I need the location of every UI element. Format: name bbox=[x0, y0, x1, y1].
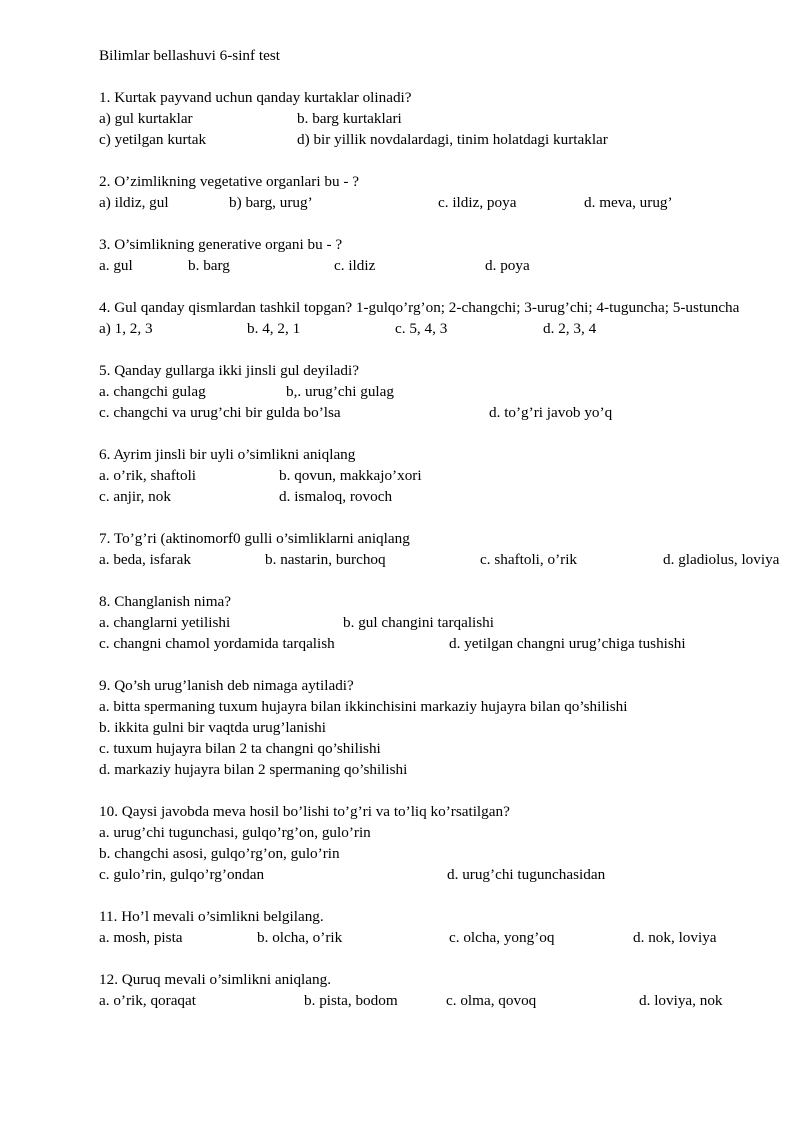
question-block bbox=[88, 234, 768, 276]
option-row bbox=[88, 108, 768, 129]
option-item[interactable]: a. urug’chi tugunchasi, gulqo’rg’on, gulo’rin bbox=[99, 824, 371, 841]
option-item[interactable]: d. gladiolus, loviya bbox=[663, 551, 780, 568]
question-prompt: 12. Quruq mevali o’simlikni aniqlang. bbox=[99, 971, 332, 988]
option-item[interactable]: d. loviya, nok bbox=[639, 992, 723, 1009]
question-prompt: 6. Ayrim jinsli bir uyli o’simlikni aniqlang bbox=[99, 446, 356, 463]
question-block bbox=[88, 801, 768, 885]
option-item[interactable]: b. qovun, makkajo’xori bbox=[279, 467, 422, 484]
option-item[interactable]: c. olma, qovoq bbox=[446, 992, 537, 1009]
question-block bbox=[88, 87, 768, 150]
option-item[interactable]: c. ildiz bbox=[334, 257, 376, 274]
option-item[interactable]: c. changchi va urug’chi bir gulda bo’lsa bbox=[99, 404, 341, 421]
question-block bbox=[88, 360, 768, 423]
option-item[interactable]: d. urug’chi tugunchasidan bbox=[447, 866, 606, 883]
option-item[interactable]: a. beda, isfarak bbox=[99, 551, 191, 568]
question-prompt: 7. To’g’ri (aktinomorf0 gulli o’simliklarni aniqlang bbox=[99, 530, 410, 547]
option-item[interactable]: d. nok, loviya bbox=[633, 929, 717, 946]
question-block bbox=[88, 444, 768, 507]
option-item[interactable]: a. changchi gulag bbox=[99, 383, 206, 400]
option-row bbox=[88, 402, 768, 423]
option-item[interactable]: c. olcha, yong’oq bbox=[449, 929, 555, 946]
option-row bbox=[88, 192, 768, 213]
option-row bbox=[88, 129, 768, 150]
option-item[interactable]: a. o’rik, qoraqat bbox=[99, 992, 196, 1009]
question-prompt: 11. Ho’l mevali o’simlikni belgilang. bbox=[99, 908, 324, 925]
document-body bbox=[88, 45, 780, 1011]
option-row bbox=[88, 318, 768, 339]
option-item[interactable]: a. changlarni yetilishi bbox=[99, 614, 231, 631]
spacer bbox=[88, 66, 768, 87]
question-prompt: 3. O’simlikning generative organi bu - ? bbox=[99, 236, 343, 253]
question-list bbox=[88, 87, 780, 1011]
option-item[interactable]: b. 4, 2, 1 bbox=[247, 320, 301, 337]
question-block bbox=[88, 528, 780, 570]
spacer bbox=[88, 213, 768, 234]
option-item[interactable]: d) bir yillik novdalardagi, tinim holatdagi kurtaklar bbox=[297, 131, 608, 148]
option-row bbox=[88, 486, 768, 507]
option-item[interactable]: d. markaziy hujayra bilan 2 spermaning qo’shilishi bbox=[99, 761, 408, 778]
option-row bbox=[88, 864, 768, 885]
spacer bbox=[88, 507, 768, 528]
spacer bbox=[88, 780, 768, 801]
option-item[interactable]: b. barg kurtaklari bbox=[297, 110, 402, 127]
option-item[interactable]: b. nastarin, burchoq bbox=[265, 551, 386, 568]
option-row bbox=[88, 465, 768, 486]
option-item[interactable]: c. shaftoli, o’rik bbox=[480, 551, 578, 568]
option-item[interactable]: b. pista, bodom bbox=[304, 992, 398, 1009]
option-item[interactable]: a. mosh, pista bbox=[99, 929, 183, 946]
question-block bbox=[88, 297, 768, 339]
question-prompt: 5. Qanday gullarga ikki jinsli gul deyiladi? bbox=[99, 362, 359, 379]
option-item[interactable]: d. poya bbox=[485, 257, 530, 274]
question-block bbox=[88, 906, 768, 948]
option-item[interactable]: c. 5, 4, 3 bbox=[395, 320, 448, 337]
option-item[interactable]: b. olcha, o’rik bbox=[257, 929, 343, 946]
spacer bbox=[88, 339, 768, 360]
option-item[interactable]: a) ildiz, gul bbox=[99, 194, 169, 211]
option-row bbox=[88, 990, 768, 1011]
option-item[interactable]: a. o’rik, shaftoli bbox=[99, 467, 197, 484]
question-prompt: 1. Kurtak payvand uchun qanday kurtaklar olinadi? bbox=[99, 89, 412, 106]
document-title: Bilimlar bellashuvi 6-sinf test bbox=[99, 47, 280, 64]
option-item[interactable]: c. ildiz, poya bbox=[438, 194, 517, 211]
option-item[interactable]: c. anjir, nok bbox=[99, 488, 171, 505]
option-item[interactable]: a. bitta spermaning tuxum hujayra bilan ikkinchisini markaziy hujayra bilan qo’shilishi bbox=[99, 698, 628, 715]
option-item[interactable]: b. changchi asosi, gulqo’rg’on, gulo’rin bbox=[99, 845, 340, 862]
spacer bbox=[88, 570, 768, 591]
option-item[interactable]: c. tuxum hujayra bilan 2 ta changni qo’shilishi bbox=[99, 740, 381, 757]
spacer bbox=[88, 423, 768, 444]
question-prompt: 2. O’zimlikning vegetative organlari bu - ? bbox=[99, 173, 359, 190]
option-item[interactable]: b. barg bbox=[188, 257, 230, 274]
option-item[interactable]: b,. urug’chi gulag bbox=[286, 383, 394, 400]
option-item[interactable]: a. gul bbox=[99, 257, 133, 274]
option-row bbox=[88, 381, 768, 402]
option-item[interactable]: d. to’g’ri javob yo’q bbox=[489, 404, 613, 421]
spacer bbox=[88, 948, 768, 969]
spacer bbox=[88, 885, 768, 906]
question-prompt: 8. Changlanish nima? bbox=[99, 593, 232, 610]
question-block bbox=[88, 675, 768, 780]
question-block bbox=[88, 591, 768, 654]
spacer bbox=[88, 276, 768, 297]
option-row bbox=[88, 255, 768, 276]
option-item[interactable]: a) gul kurtaklar bbox=[99, 110, 193, 127]
spacer bbox=[88, 150, 768, 171]
option-row bbox=[88, 549, 780, 570]
question-prompt: 9. Qo’sh urug’lanish deb nimaga aytiladi? bbox=[99, 677, 354, 694]
question-prompt: 10. Qaysi javobda meva hosil bo’lishi to’g’ri va to’liq ko’rsatilgan? bbox=[99, 803, 510, 820]
question-prompt: 4. Gul qanday qismlardan tashkil topgan? 1-gulqo’rg’on; 2-changchi; 3-urug’chi; 4-tuguncha; 5-ustuncha bbox=[99, 299, 740, 316]
option-row bbox=[88, 633, 768, 654]
option-item[interactable]: d. meva, urug’ bbox=[584, 194, 673, 211]
option-item[interactable]: c. gulo’rin, gulqo’rg’ondan bbox=[99, 866, 265, 883]
option-item[interactable]: b. ikkita gulni bir vaqtda urug’lanishi bbox=[99, 719, 326, 736]
option-item[interactable]: c) yetilgan kurtak bbox=[99, 131, 207, 148]
option-item[interactable]: d. 2, 3, 4 bbox=[543, 320, 597, 337]
option-item[interactable]: d. yetilgan changni urug’chiga tushishi bbox=[449, 635, 686, 652]
option-item[interactable]: b. gul changini tarqalishi bbox=[343, 614, 494, 631]
option-row bbox=[88, 612, 768, 633]
question-block bbox=[88, 171, 768, 213]
option-item[interactable]: a) 1, 2, 3 bbox=[99, 320, 153, 337]
spacer bbox=[88, 654, 768, 675]
option-item[interactable]: b) barg, urug’ bbox=[229, 194, 313, 211]
option-item[interactable]: d. ismaloq, rovoch bbox=[279, 488, 393, 505]
question-block bbox=[88, 969, 768, 1011]
option-item[interactable]: c. changni chamol yordamida tarqalish bbox=[99, 635, 335, 652]
option-row bbox=[88, 927, 768, 948]
